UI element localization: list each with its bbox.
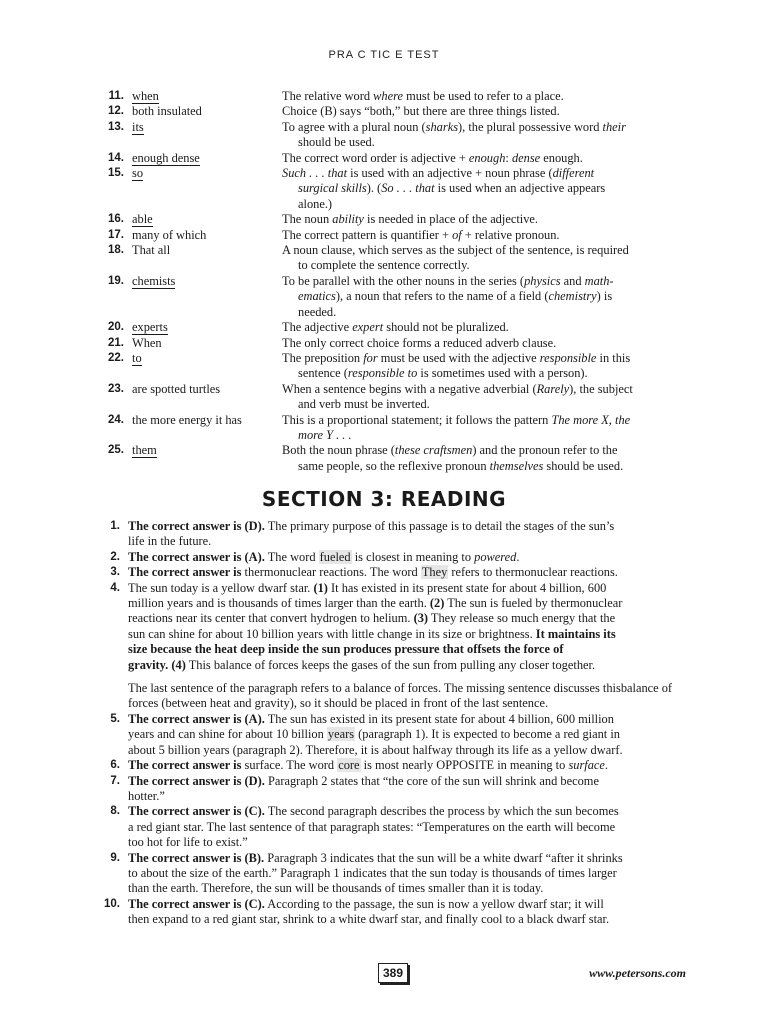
answer-number: 14. xyxy=(108,151,124,164)
reading-answer-item xyxy=(92,804,682,850)
reading-answer-number: 2. xyxy=(110,550,120,563)
answer-row xyxy=(92,382,692,413)
answer-list xyxy=(92,89,692,474)
reading-answer-item xyxy=(92,565,682,580)
reading-answer-item xyxy=(92,581,682,673)
answer-explanation: The adjective expert should not be pluralized. xyxy=(282,320,509,335)
answer-number: 11. xyxy=(108,90,124,102)
answer-choice: are spotted turtles xyxy=(132,381,221,396)
reading-answer-number: 8. xyxy=(110,805,120,818)
answer-number: 13. xyxy=(108,120,124,133)
answer-explanation: The noun ability is needed in place of the adjective. xyxy=(282,212,539,227)
answer-row xyxy=(92,336,692,351)
reading-answer-text: The correct answer is (A). The sun has existed in its present state for about 4 billion, 600 million years and can shine for about 10 billion years (paragraph 1). It is expected to become a red giant in about 5 billion years (paragraph 2). Therefore, it is about halfway through its life as a yellow dwarf. xyxy=(128,711,623,757)
answer-choice: to xyxy=(132,350,142,365)
answer-choice: When xyxy=(132,335,162,350)
answer-explanation: Choice (B) says “both,” but there are three things listed. xyxy=(282,104,560,119)
answer-explanation: To agree with a plural noun (sharks), the plural possessive word their should be used. xyxy=(282,119,626,150)
answer-row xyxy=(92,89,692,104)
answer-choice: the more energy it has xyxy=(132,412,242,427)
reading-answer-number: 3. xyxy=(110,566,120,579)
answer-explanation: When a sentence begins with a negative adverbial (Rarely), the subject and verb must be inverted. xyxy=(282,381,633,412)
answer-number: 12. xyxy=(108,105,124,118)
running-header: PRA C TIC E TEST xyxy=(328,49,440,61)
answer-choice: enough dense xyxy=(132,150,200,165)
answer-choice: able xyxy=(132,212,153,227)
reading-answer-text: The correct answer is (A). The word fueled is closest in meaning to powered. xyxy=(128,549,520,564)
reading-answer-item xyxy=(92,550,682,565)
reading-answer-text: The sun today is a yellow dwarf star. (1) It has existed in its present state for about 4 billion, 600 million years and is thousands of times larger than the earth. (2) The sun is fueled by thermonuclear reactions near its center that convert hydrogen to helium. (3) They release so much energy that the sun can shine for about 10 billion years with little change in its size or brightness. It maintains its size because the heat deep inside the sun produces pressure that offsets the force of gravity. (4) This balance of forces keeps the gases of the sun from pulling any closer together. xyxy=(128,580,623,672)
reading-answer-number: 6. xyxy=(110,759,120,772)
answer-explanation: The correct word order is adjective + enough: dense enough. xyxy=(282,150,583,165)
answer-number: 22. xyxy=(108,351,124,364)
reading-answer-item xyxy=(92,897,682,928)
reading-answer-text: The correct answer is surface. The word core is most nearly OPPOSITE in meaning to surface. xyxy=(128,758,609,773)
answer-explanation: The relative word where must be used to refer to a place. xyxy=(282,89,564,103)
answer-explanation: Both the noun phrase (these craftsmen) and the pronoun refer to the same people, so the reflexive pronoun themselves should be used. xyxy=(282,443,624,473)
answer-number: 15. xyxy=(108,167,124,180)
answer-row xyxy=(92,166,692,212)
answer-choice: many of which xyxy=(132,227,207,242)
reading-answer-number: 5. xyxy=(110,712,120,725)
answer-choice: That all xyxy=(132,243,171,258)
answer-number: 18. xyxy=(108,244,124,257)
reading-answer-number: 10. xyxy=(104,897,120,910)
answer-explanation: Such . . . that is used with an adjective + noun phrase (different surgical skills). (So . . . that is used when an adjective appears alone.) xyxy=(282,166,606,211)
answer-number: 16. xyxy=(108,213,124,226)
explanation-paragraph: The last sentence of the paragraph refers to a balance of forces. The missing sentence discusses thisbalance of forces (between heat and gravity), so it should be placed in front of the last sentence. xyxy=(128,681,673,711)
answer-number: 19. xyxy=(108,274,124,287)
reading-answer-number: 1. xyxy=(110,520,120,532)
answer-explanation: The preposition for must be used with the adjective responsible in this sentence (responsible to is sometimes used with a person). xyxy=(282,350,631,381)
answer-explanation: A noun clause, which serves as the subject of the sentence, is required to complete the sentence correctly. xyxy=(282,243,629,273)
reading-answer-text: The correct answer is (B). Paragraph 3 indicates that the sun will be a white dwarf “after it shrinks to about the size of the earth.” Paragraph 1 indicates that the sun today is thousands of times larger than the earth. Therefore, the sun will be thousands of times smaller than it is today. xyxy=(128,850,623,896)
answer-explanation: To be parallel with the other nouns in the series (physics and math- ematics), a noun that refers to the name of a field (chemistry) is needed. xyxy=(282,273,614,319)
answer-row xyxy=(92,320,692,335)
answer-row xyxy=(92,351,692,382)
answer-number: 20. xyxy=(108,321,124,334)
answer-row xyxy=(92,274,692,320)
answer-number: 25. xyxy=(108,444,124,457)
reading-answer-item xyxy=(92,851,682,897)
answer-row xyxy=(92,243,692,274)
reading-answer-list xyxy=(92,519,682,928)
reading-answer-item xyxy=(92,774,682,805)
answer-explanation: The correct pattern is quantifier + of + relative pronoun. xyxy=(282,227,560,242)
answer-row xyxy=(92,228,692,243)
answer-number: 17. xyxy=(108,228,124,241)
answer-row xyxy=(92,104,692,119)
answer-explanation: This is a proportional statement; it follows the pattern The more X, the more Y . . . xyxy=(282,412,631,442)
reading-answer-text: The correct answer is thermonuclear reactions. The word They refers to thermonuclear reactions. xyxy=(128,565,618,580)
answer-choice: chemists xyxy=(132,273,176,288)
answer-number: 23. xyxy=(108,382,124,395)
answer-choice: both insulated xyxy=(132,104,202,119)
answer-row xyxy=(92,413,692,444)
answer-row xyxy=(92,443,692,474)
reading-answer-text: The correct answer is (D). Paragraph 2 states that “the core of the sun will shrink and become hotter.” xyxy=(128,773,599,803)
reading-answer-item xyxy=(92,519,682,550)
reading-answer-text: The correct answer is (C). The second paragraph describes the process by which the sun becomes a red giant star. The last sentence of that paragraph states: “Temperatures on the earth will become too hot for life to exist.” xyxy=(128,804,619,850)
reading-answer-number: 7. xyxy=(110,774,120,787)
answer-choice: them xyxy=(132,443,157,458)
reading-answer-item xyxy=(92,758,682,773)
reading-answer-text: The correct answer is (C). According to the passage, the sun is now a yellow dwarf star; it will then expand to a red giant star, shrink to a white dwarf star, and finally cool to a black dwarf star. xyxy=(128,896,610,927)
answer-choice: so xyxy=(132,166,144,181)
answer-choice: experts xyxy=(132,320,168,335)
reading-answer-number: 9. xyxy=(110,851,120,864)
reading-answer-number: 4. xyxy=(110,581,120,594)
page-number: 389 xyxy=(378,963,408,983)
answer-choice: its xyxy=(132,119,144,134)
answer-row xyxy=(92,151,692,166)
answer-choice: when xyxy=(132,89,159,103)
footer-url: www.petersons.com xyxy=(589,966,686,980)
section-title: SECTION 3: READING xyxy=(261,487,507,511)
answer-number: 21. xyxy=(108,336,124,349)
answer-number: 24. xyxy=(108,413,124,426)
reading-answer-text: The correct answer is (D). The primary purpose of this passage is to detail the stages of the sun’s life in the future. xyxy=(128,519,615,549)
answer-row xyxy=(92,212,692,227)
reading-answer-item xyxy=(92,712,682,758)
answer-row xyxy=(92,120,692,151)
answer-explanation: The only correct choice forms a reduced adverb clause. xyxy=(282,335,557,350)
